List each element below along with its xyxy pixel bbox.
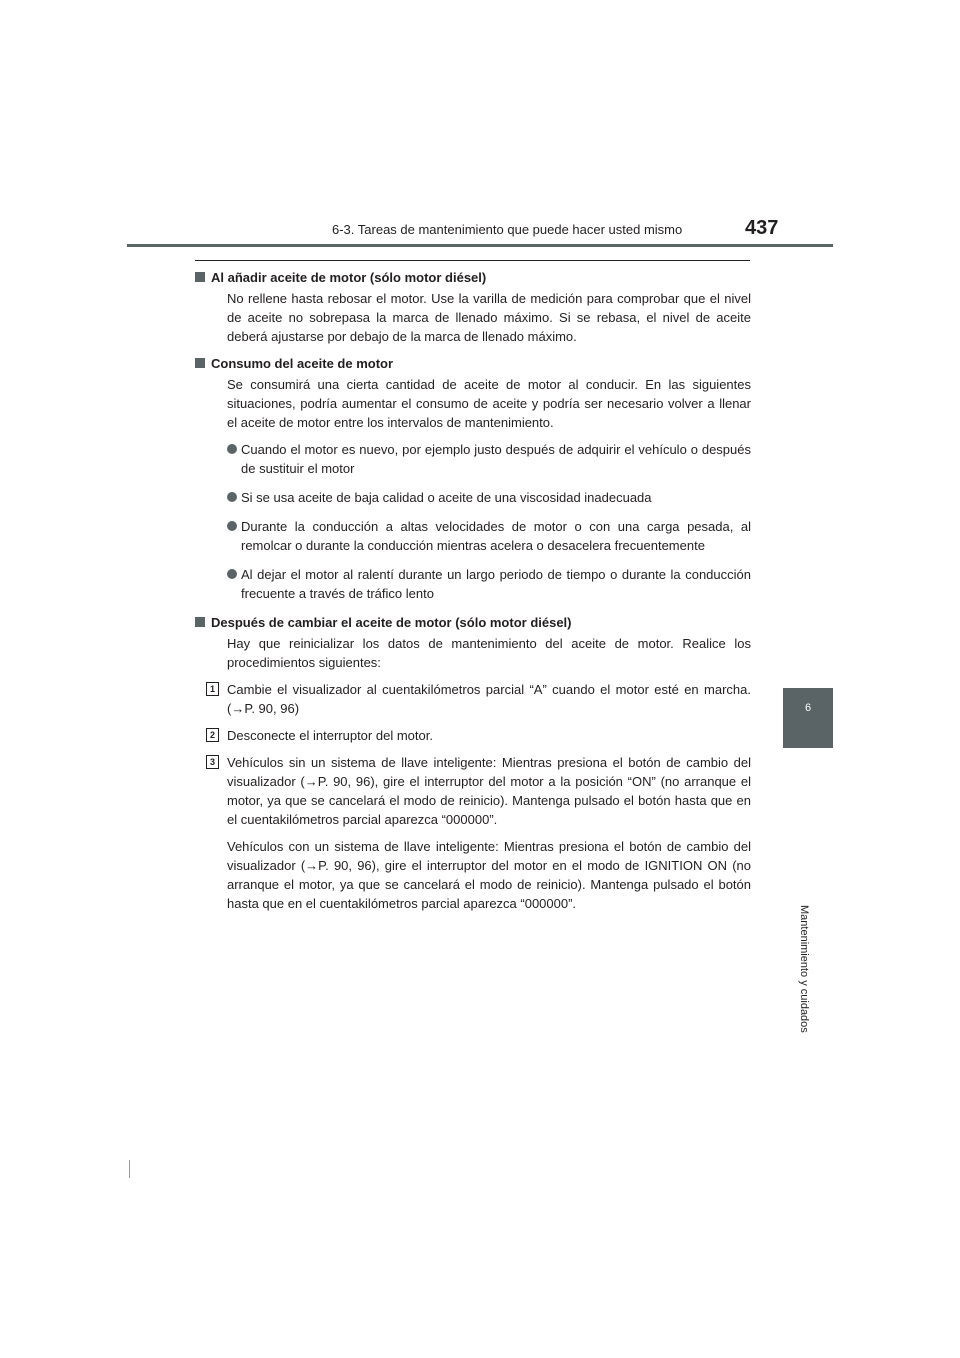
page-number: 437 — [745, 217, 779, 239]
list-item-text: Durante la conducción a altas velocidades de motor o con una carga pesada, al remolcar o durante la conducción mientras acelera o desacelera frecuentemente — [241, 519, 751, 553]
step-number-box: 3 — [206, 755, 219, 769]
section-oil-consumption — [211, 354, 751, 603]
square-bullet-icon — [195, 358, 205, 368]
list-item — [227, 565, 751, 603]
list-item-text: Si se usa aceite de baja calidad o aceite de una viscosidad inadecuada — [241, 490, 652, 505]
section-heading-text: Al añadir aceite de motor (sólo motor diésel) — [211, 270, 487, 285]
content-top-rule — [195, 260, 750, 261]
step-item — [209, 753, 751, 913]
step-number-box: 1 — [206, 682, 219, 696]
section-oil-adding — [211, 268, 751, 346]
step-text: Desconecte el interruptor del motor. — [227, 728, 433, 743]
header-rule — [127, 244, 833, 247]
section-heading-text: Después de cambiar el aceite de motor (sólo motor diésel) — [211, 615, 572, 630]
circle-bullet-icon — [227, 492, 237, 502]
square-bullet-icon — [195, 272, 205, 282]
list-item-text: Al dejar el motor al ralentí durante un largo periodo de tiempo o durante la conducción frecuente a través de tráfico lento — [241, 567, 751, 601]
chapter-tab — [783, 688, 833, 748]
circle-bullet-icon — [227, 521, 237, 531]
circle-bullet-icon — [227, 569, 237, 579]
section-heading — [211, 354, 751, 373]
step-text: Vehículos sin un sistema de llave inteligente: Mientras presiona el botón de cambio del visualizador (→P. 90, 96), gire el interruptor del motor a la posición “ON” (no arranque el motor, ya que se cancelará el modo de reinicio). Mantenga pulsado el botón hasta que en el cuentakilómetros parcial aparezca “000000”. — [227, 755, 751, 827]
chapter-title: Mantenimiento y cuidados — [798, 905, 810, 1033]
section-title: 6-3. Tareas de mantenimiento que puede hacer usted mismo — [332, 222, 683, 237]
step-item — [209, 726, 751, 745]
section-heading — [211, 613, 751, 632]
section-heading-text: Consumo del aceite de motor — [211, 356, 394, 371]
step-text-alternate: Vehículos con un sistema de llave inteligente: Mientras presiona el botón de cambio del visualizador (→P. 90, 96), gire el interruptor del motor en el modo de IGNITION ON (no arranque el motor, ya que se cancelará el modo de reinicio). Mantenga pulsado el botón hasta que en el cuentakilómetros parcial aparezca “000000”. — [227, 839, 751, 911]
main-content — [211, 268, 751, 921]
section-heading — [211, 268, 751, 287]
crop-mark — [129, 1160, 130, 1178]
square-bullet-icon — [195, 617, 205, 627]
list-item — [227, 440, 751, 478]
list-item-text: Cuando el motor es nuevo, por ejemplo justo después de adquirir el vehículo o después de sustituir el motor — [241, 442, 751, 476]
circle-bullet-icon — [227, 444, 237, 454]
section-paragraph: Se consumirá una cierta cantidad de aceite de motor al conducir. En las siguientes situaciones, podría aumentar el consumo de aceite y podría ser necesario volver a llenar el aceite de motor entre los intervalos de mantenimiento. — [227, 377, 751, 430]
chapter-number: 6 — [804, 702, 812, 714]
list-item — [227, 488, 751, 507]
section-paragraph: Hay que reinicializar los datos de mantenimiento del aceite de motor. Realice los procedimientos siguientes: — [227, 636, 751, 670]
section-paragraph: No rellene hasta rebosar el motor. Use la varilla de medición para comprobar que el nivel de aceite no sobrepasa la marca de llenado máximo. Si se rebasa, el nivel de aceite deberá ajustarse por debajo de la marca de llenado máximo. — [227, 291, 751, 344]
section-after-oil-change — [211, 613, 751, 913]
step-text: Cambie el visualizador al cuentakilómetros parcial “A” cuando el motor esté en marcha. (→P. 90, 96) — [227, 682, 751, 716]
step-item — [209, 680, 751, 718]
step-number-box: 2 — [206, 728, 219, 742]
list-item — [227, 517, 751, 555]
